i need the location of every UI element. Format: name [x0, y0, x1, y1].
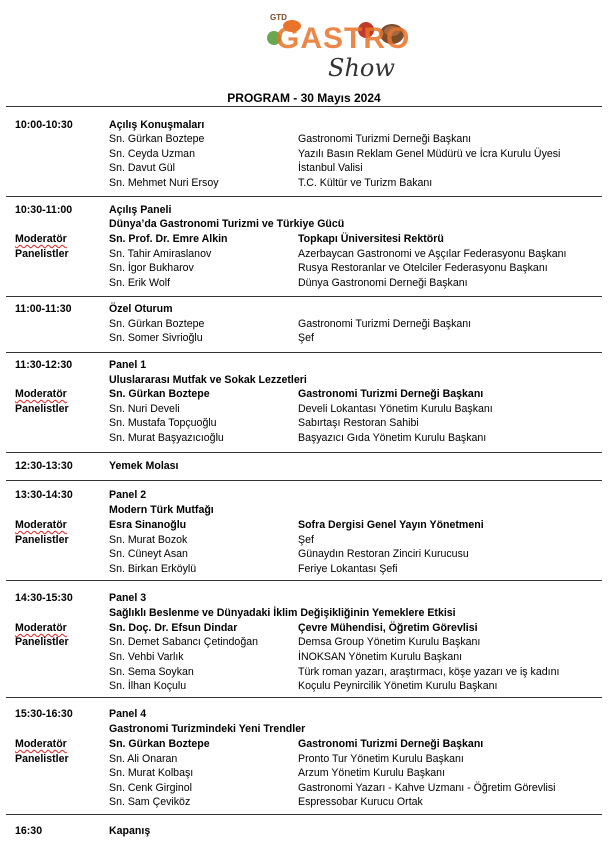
panelist-row [0, 635, 608, 649]
panelist-title: Azerbaycan Gastronomi ve Aşçılar Federasyonu Başkanı [298, 248, 567, 260]
panelist-title: Dünya Gastronomi Derneği Başkanı [298, 277, 468, 289]
panelist-title: İNOKSAN Yönetim Kurulu Başkanı [298, 651, 463, 663]
speaker-row [0, 132, 608, 146]
panelist-row [0, 261, 608, 275]
session-subheading: Modern Türk Mutfağı [109, 504, 214, 516]
moderator-title: Sofra Dergisi Genel Yayın Yönetmeni [298, 519, 484, 531]
panelist-title: Gastronomi Yazarı - Kahve Uzmanı - Öğretim Görevlisi [298, 782, 556, 794]
panelist-name: Sn. Cüneyt Asan [109, 548, 188, 560]
moderator-row [0, 232, 608, 246]
panelist-name: Sn. Cenk Girginol [109, 782, 193, 794]
moderator-name: Esra Sinanoğlu [109, 519, 187, 531]
panelist-name: Sn. Erik Wolf [109, 277, 171, 289]
session-time: 12:30-13:30 [15, 460, 73, 472]
panelist-title: Pronto Tur Yönetim Kurulu Başkanı [298, 753, 464, 765]
panelist-row [0, 766, 608, 780]
session-row [0, 459, 608, 473]
panelist-name: Sn. Sam Çeviköz [109, 796, 191, 808]
panelist-name: Sn. Birkan Erköylü [109, 563, 197, 575]
session-time: 10:00-10:30 [15, 119, 73, 131]
moderator-row [0, 387, 608, 401]
session-subheading: Uluslararası Mutfak ve Sokak Lezzetleri [109, 374, 307, 386]
separator [6, 352, 602, 353]
panelists-label: Panelistler [15, 753, 69, 765]
panelist-row [0, 795, 608, 809]
session-heading: Yemek Molası [109, 460, 179, 472]
moderator-label: Moderatör [15, 738, 67, 750]
separator [6, 106, 602, 107]
session-row [0, 358, 608, 372]
speaker-name: Sn. Mehmet Nuri Ersoy [109, 177, 219, 189]
separator [6, 697, 602, 698]
panelists-label: Panelistler [15, 636, 69, 648]
session-heading: Panel 2 [109, 489, 147, 501]
speaker-title: Gastronomi Turizmi Derneği Başkanı [298, 318, 472, 330]
panelist-title: Şef [298, 534, 314, 546]
speaker-title: Yazılı Basın Reklam Genel Müdürü ve İcra Kurulu Üyesi [298, 148, 561, 160]
panelist-row [0, 752, 608, 766]
session-time: 16:30 [15, 825, 43, 837]
speaker-row [0, 331, 608, 345]
session-heading: Panel 3 [109, 592, 147, 604]
panelist-title: Espressobar Kurucu Ortak [298, 796, 423, 808]
panelist-title: Günaydın Restoran Zinciri Kurucusu [298, 548, 469, 560]
session-subheading-row [0, 503, 608, 517]
speaker-title: Gastronomi Turizmi Derneği Başkanı [298, 133, 472, 145]
moderator-row [0, 621, 608, 635]
panelist-name: Sn. Vehbi Varlık [109, 651, 184, 663]
logo-word: GASTRO [276, 22, 411, 55]
moderator-title: Gastronomi Turizmi Derneği Başkanı [298, 388, 484, 400]
panelist-name: Sn. Mustafa Topçuoğlu [109, 417, 217, 429]
session-subheading: Gastronomi Turizmindeki Yeni Trendler [109, 723, 306, 735]
panelist-row [0, 276, 608, 290]
moderator-title: Topkapı Üniversitesi Rektörü [298, 233, 444, 245]
session-row [0, 591, 608, 605]
panelist-title: Demsa Group Yönetim Kurulu Başkanı [298, 636, 481, 648]
separator [6, 452, 602, 453]
panelist-title: Sabırtaşı Restoran Sahibi [298, 417, 419, 429]
panelist-row [0, 781, 608, 795]
moderator-name: Sn. Gürkan Boztepe [109, 388, 210, 400]
panelist-name: Sn. Nuri Develi [109, 403, 180, 415]
panelist-name: Sn. Murat Bozok [109, 534, 188, 546]
separator [6, 480, 602, 481]
panelist-title: Koçulu Peynircilik Yönetim Kurulu Başkanı [298, 680, 498, 692]
panelist-row [0, 247, 608, 261]
panelist-name: Sn. İlhan Koçulu [109, 680, 187, 692]
logo-brand: GTD [270, 13, 287, 22]
speaker-row [0, 176, 608, 190]
session-subheading-row [0, 606, 608, 620]
moderator-name: Sn. Gürkan Boztepe [109, 738, 210, 750]
session-subheading: Sağlıklı Beslenme ve Dünyadaki İklim Değişikliğinin Yemeklere Etkisi [109, 607, 456, 619]
speaker-title: T.C. Kültür ve Turizm Bakanı [298, 177, 433, 189]
session-heading: Panel 1 [109, 359, 147, 371]
session-time: 10:30-11:00 [15, 204, 73, 216]
speaker-row [0, 317, 608, 331]
session-heading: Kapanış [109, 825, 151, 837]
panelist-title: Rusya Restoranlar ve Otelciler Federasyonu Başkanı [298, 262, 548, 274]
session-subheading: Dünya’da Gastronomi Turizmi ve Türkiye Gücü [109, 218, 345, 230]
moderator-label: Moderatör [15, 233, 67, 245]
moderator-name: Sn. Prof. Dr. Emre Alkin [109, 233, 228, 245]
panelist-name: Sn. Murat Başyazıcıoğlu [109, 432, 224, 444]
panelist-row [0, 416, 608, 430]
panelist-row [0, 402, 608, 416]
session-row [0, 824, 608, 838]
panelist-title: Başyazıcı Gıda Yönetim Kurulu Başkanı [298, 432, 487, 444]
speaker-name: Sn. Ceyda Uzman [109, 148, 195, 160]
panelists-label: Panelistler [15, 534, 69, 546]
moderator-label: Moderatör [15, 388, 67, 400]
logo-graphic [262, 4, 422, 84]
panelists-label: Panelistler [15, 403, 69, 415]
session-subheading-row [0, 217, 608, 231]
speaker-row [0, 147, 608, 161]
moderator-title: Gastronomi Turizmi Derneği Başkanı [298, 738, 484, 750]
panelist-title: Feriye Lokantası Şefi [298, 563, 398, 575]
moderator-label: Moderatör [15, 622, 67, 634]
separator [6, 296, 602, 297]
speaker-title: İstanbul Valisi [298, 162, 363, 174]
panelists-label: Panelistler [15, 248, 69, 260]
program-title: PROGRAM - 30 Mayıs 2024 [227, 91, 381, 105]
session-row [0, 302, 608, 316]
session-heading: Açılış Konuşmaları [109, 119, 205, 131]
panelist-row [0, 533, 608, 547]
session-time: 14:30-15:30 [15, 592, 73, 604]
panelist-name: Sn. İgor Bukharov [109, 262, 194, 274]
panelist-name: Sn. Demet Sabancı Çetindoğan [109, 636, 258, 648]
panelist-row [0, 650, 608, 664]
session-time: 11:00-11:30 [15, 303, 72, 315]
speaker-name: Sn. Davut Gül [109, 162, 175, 174]
logo-script: Show [328, 54, 395, 82]
panelist-row [0, 679, 608, 693]
moderator-title: Çevre Mühendisi, Öğretim Görevlisi [298, 622, 478, 634]
separator [6, 580, 602, 581]
panelist-row [0, 547, 608, 561]
panelist-name: Sn. Murat Kolbaşı [109, 767, 194, 779]
session-row [0, 203, 608, 217]
session-heading: Açılış Paneli [109, 204, 172, 216]
speaker-name: Sn. Somer Sivrioğlu [109, 332, 203, 344]
session-heading: Özel Oturum [109, 303, 173, 315]
separator [6, 196, 602, 197]
panelist-name: Sn. Tahir Amiraslanov [109, 248, 212, 260]
speaker-name: Sn. Gürkan Boztepe [109, 318, 205, 330]
panelist-row [0, 431, 608, 445]
gastro-show-logo [262, 4, 422, 84]
session-time: 15:30-16:30 [15, 708, 73, 720]
moderator-row [0, 737, 608, 751]
session-row [0, 118, 608, 132]
speaker-name: Sn. Gürkan Boztepe [109, 133, 205, 145]
panelist-title: Türk roman yazarı, araştırmacı, köşe yazarı ve iş kadını [298, 666, 560, 678]
session-subheading-row [0, 373, 608, 387]
panelist-name: Sn. Sema Soykan [109, 666, 194, 678]
panelist-title: Arzum Yönetim Kurulu Başkanı [298, 767, 446, 779]
moderator-row [0, 518, 608, 532]
panelist-title: Develi Lokantası Yönetim Kurulu Başkanı [298, 403, 493, 415]
session-time: 11:30-12:30 [15, 359, 73, 371]
session-heading: Panel 4 [109, 708, 147, 720]
moderator-label: Moderatör [15, 519, 67, 531]
speaker-title: Şef [298, 332, 314, 344]
session-subheading-row [0, 722, 608, 736]
moderator-name: Sn. Doç. Dr. Efsun Dindar [109, 622, 238, 634]
separator [6, 814, 602, 815]
session-row [0, 707, 608, 721]
panelist-row [0, 665, 608, 679]
panelist-row [0, 562, 608, 576]
session-row [0, 488, 608, 502]
session-time: 13:30-14:30 [15, 489, 73, 501]
panelist-name: Sn. Ali Onaran [109, 753, 178, 765]
speaker-row [0, 161, 608, 175]
